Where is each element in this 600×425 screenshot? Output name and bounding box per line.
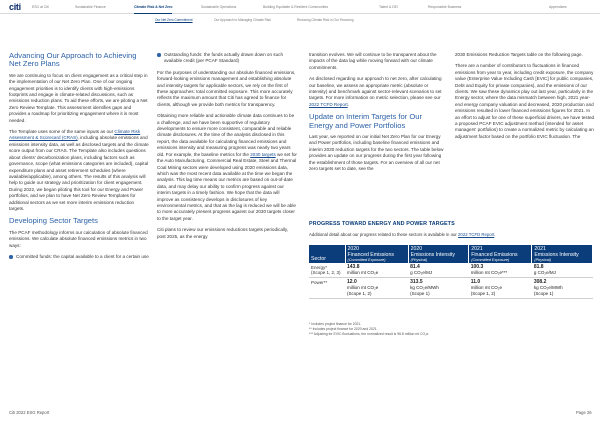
tcfd-report-table-link[interactable]: 2022 TCFD Report — [458, 232, 495, 237]
cell-value: 81.4 g CO₂e/MJ — [408, 263, 469, 278]
paragraph: As disclosed regarding our approach to net zero, after calculating our baseline, we assess an appropriate metric (absolute or intensity) and benchmark against sector-relevant scenarios to set targets. For more information on metric selection, please see our 2022 TCFD Report. — [309, 76, 442, 107]
nav-sustainable-finance[interactable]: Sustainable Finance — [75, 5, 106, 9]
nav-responsible-business[interactable]: Responsible Business — [428, 5, 462, 9]
header-sector: Sector — [309, 245, 345, 263]
cras-link[interactable]: Climate Risk Assessment & Scorecard (CRAS) — [9, 129, 141, 141]
paragraph: transition evolves. We will continue to be transparent about the impacts of the data lag while moving forward with our climate commitments. — [309, 52, 437, 70]
cell-value: 100.3 million mt CO₂e*** — [469, 263, 532, 278]
top-navigation — [0, 0, 600, 14]
2030-targets-link[interactable]: 2030 targets — [250, 151, 276, 157]
progress-table — [309, 245, 593, 299]
bullet-outstanding-funds: Outstanding funds: the funds actually drawn down on such available credit (per PCAF Standard) — [157, 52, 297, 65]
paragraph: 2030 Emissions Reduction Targets table on the following page. — [455, 52, 583, 57]
table-row-energy — [309, 263, 593, 278]
nav-climate-risk-net-zero[interactable]: Climate Risk & Net Zero — [134, 0, 172, 14]
nav-appendices[interactable]: Appendices — [549, 5, 567, 9]
footnote: * Includes project finance for 2021. — [309, 322, 362, 326]
paragraph: Citi plans to review our emissions reductions targets periodically, post 2025, as the energy — [157, 227, 289, 239]
subnav-reducing-climate-risk[interactable]: Reducing Climate Risk in Our Financing — [297, 18, 354, 22]
paragraph: Obtaining more reliable and actionable climate data continues to be a challenge, and we have been supportive of regulatory developments to ensure more consistent, comparable and reliable climate disclosures. At the time of the analysis disclosed in this report, the data available for calculating financed emissions and emissions intensity and measuring progress was nearly two years old. For example, the baseline metrics for the 2030 targets we set for the Auto Manufacturing, Commercial Real Estate, Steel and Thermal Coal Mining sectors were developed using 2020 emissions data, which was the most recent data available at the time we began the analysis. This lag time means our metrics are based on out-of-date data, and may delay our ability to confirm progress against our interim targets in a timely fashion. We hope that the data will improve as consistency develops in disclosures of key environmental metrics, and that as the lag is reduced we will be able to more accurately present progress against our 2030 targets closer to the target year. — [157, 113, 297, 221]
heading-update-interim-targets: Update on Interim Targets for Our Energy and Power Portfolios — [309, 112, 422, 130]
subnav-managing-climate-risk[interactable]: Our Approach to Managing Climate Risk — [214, 18, 271, 22]
column-3 — [309, 52, 447, 178]
subnav-net-zero-commitment[interactable]: Our Net Zero Commitment — [155, 18, 193, 22]
cell-value: 11.0 million mt CO₂e (Scope 1, 2) — [469, 278, 532, 299]
cell-value: 143.8 million mt CO₂e — [345, 263, 408, 278]
citi-logo[interactable]: citi — [9, 2, 21, 12]
column-2 — [157, 52, 297, 245]
column-4 — [455, 52, 595, 145]
tcfd-report-link[interactable]: 2022 TCFD Report — [309, 101, 348, 107]
header-2021-financed: 2021 Financed Emissions (Committed Exposure) — [469, 245, 532, 263]
footnote: *** Adjusting for EVIC fluctuations, the normalized result is 96.8 million mt CO₂e. — [309, 332, 430, 336]
paragraph: Last year, we reported on our initial Net Zero Plan for our Energy and Power portfolios, including baseline financed emissions and interim 2030 reduction targets for the two sectors. The table below provides an update on our progress during the first year following the establishment of those targets. For an overview of all our net zero targets set to date, see the — [309, 134, 444, 172]
paragraph: The Template uses some of the same inputs as our Climate Risk Assessment & Scorecard (CRAS), including absolute emissions and emissions intensity data, as well as disclosed targets and the climate score output from our CRAS. The Template also includes questions about clients' decarbonization plans, including factors such as governance, scope (what emissions categories are included), capital expenditure plans and asset retirement schedules (where available/applicable), among others. The results of this analysis will help to guide our strategy and prioritization for client engagement. During 2022, we began piloting this tool for our Energy and Power portfolios, and we plan to have Net Zero Review Templates for additional sectors as we set more interim emissions reduction targets. — [9, 129, 149, 211]
table-row-power — [309, 278, 593, 299]
table-header-row — [309, 245, 593, 263]
paragraph: The PCAF methodology informs our calculation of absolute financed emissions. We calculate absolute financed emissions metrics in two ways: — [9, 229, 148, 248]
paragraph: There are a number of contributors to fluctuations in financed emissions from year to year, including credit exposure, the company value (Enterprise Value Including Cash [EVIC] for public companies, Debt and Equity for private companies), and the emissions of our clients. We saw these dynamics play out last year, particularly in the Energy sector, where the data mismatch between high, 2021 year-end energy company valuation and decreased, 2020 production and emissions resulted in lower financed emissions figures for 2021. In an effort to adjust for one of these superficial drivers, we have tested a proposed PCAF EVIC adjustment method (intended for asset managers' portfolios) to create a normalized metric by calculating an adjustment factor based on the portfolio EVIC fluctuation. The — [455, 63, 595, 139]
cell-value: 12.0 million mt CO₂e (Scope 1, 2) — [345, 278, 408, 299]
paragraph: We are continuing to focus on client engagement as a critical step in the implementation of our Net Zero Plan. One of our ongoing engagement priorities is to identify clients with high-emissions footprints and engage in climate-related discussions, such as emissions reduction plans. To aid these efforts, we are piloting a Net Zero Review Template. This assessment identifies gaps and provides a roadmap for prioritizing engagement where it is most needed. — [9, 72, 148, 123]
header-2020-financed: 2020 Financed Emissions (Committed Exposure) — [345, 245, 408, 263]
footnote: ** Includes project finance for 2020 and 2021. — [309, 327, 378, 331]
column-1 — [9, 52, 149, 260]
table-title: PROGRESS TOWARD ENERGY AND POWER TARGETS — [309, 221, 455, 227]
cell-sector-energy: Energy* (Scope 1, 2, 3) — [309, 263, 345, 278]
nav-esg-at-citi[interactable]: ESG at Citi — [32, 5, 49, 9]
heading-advancing-approach: Advancing Our Approach to Achieving Net Zero Plans — [9, 51, 137, 69]
cell-value: 313.5 kg CO₂e/MWh (Scope 1) — [408, 278, 469, 299]
page-number: Page 26 — [576, 410, 592, 415]
bullet-committed-funds: Committed funds: the capital available to a client for a certain use — [9, 254, 149, 260]
footer-report-title: Citi 2022 ESG Report — [9, 410, 50, 415]
table-subtitle: Additional detail about our progress related to these sectors is available in our 2022 TCFD Report. — [309, 232, 496, 237]
header-2021-intensity: 2021 Emissions Intensity (Physical) — [532, 245, 593, 263]
cell-value: 308.2 kg CO₂e/MWh (Scope 1) — [532, 278, 593, 299]
heading-developing-sector-targets: Developing Sector Targets — [9, 216, 98, 226]
paragraph: For the purposes of understanding our absolute financed emissions, forward-looking emissions management and establishing absolute and intensity targets for applicable sectors, we rely on the first of these approaches: total committed exposure. This more accurately reflects the maximum amount that Citi has agreed to finance for clients, although we provide both metrics for transparency. — [157, 69, 296, 107]
header-2020-intensity: 2020 Emissions Intensity (Physical) — [408, 245, 469, 263]
nav-sustainable-operations[interactable]: Sustainable Operations — [201, 5, 237, 9]
cell-sector-power: Power** — [309, 278, 345, 299]
cell-value: 81.8 g CO₂e/MJ — [532, 263, 593, 278]
nav-talent-dei[interactable]: Talent & DEI — [379, 5, 398, 9]
nav-building-communities[interactable]: Building Equitable & Resilient Communities — [263, 5, 329, 9]
